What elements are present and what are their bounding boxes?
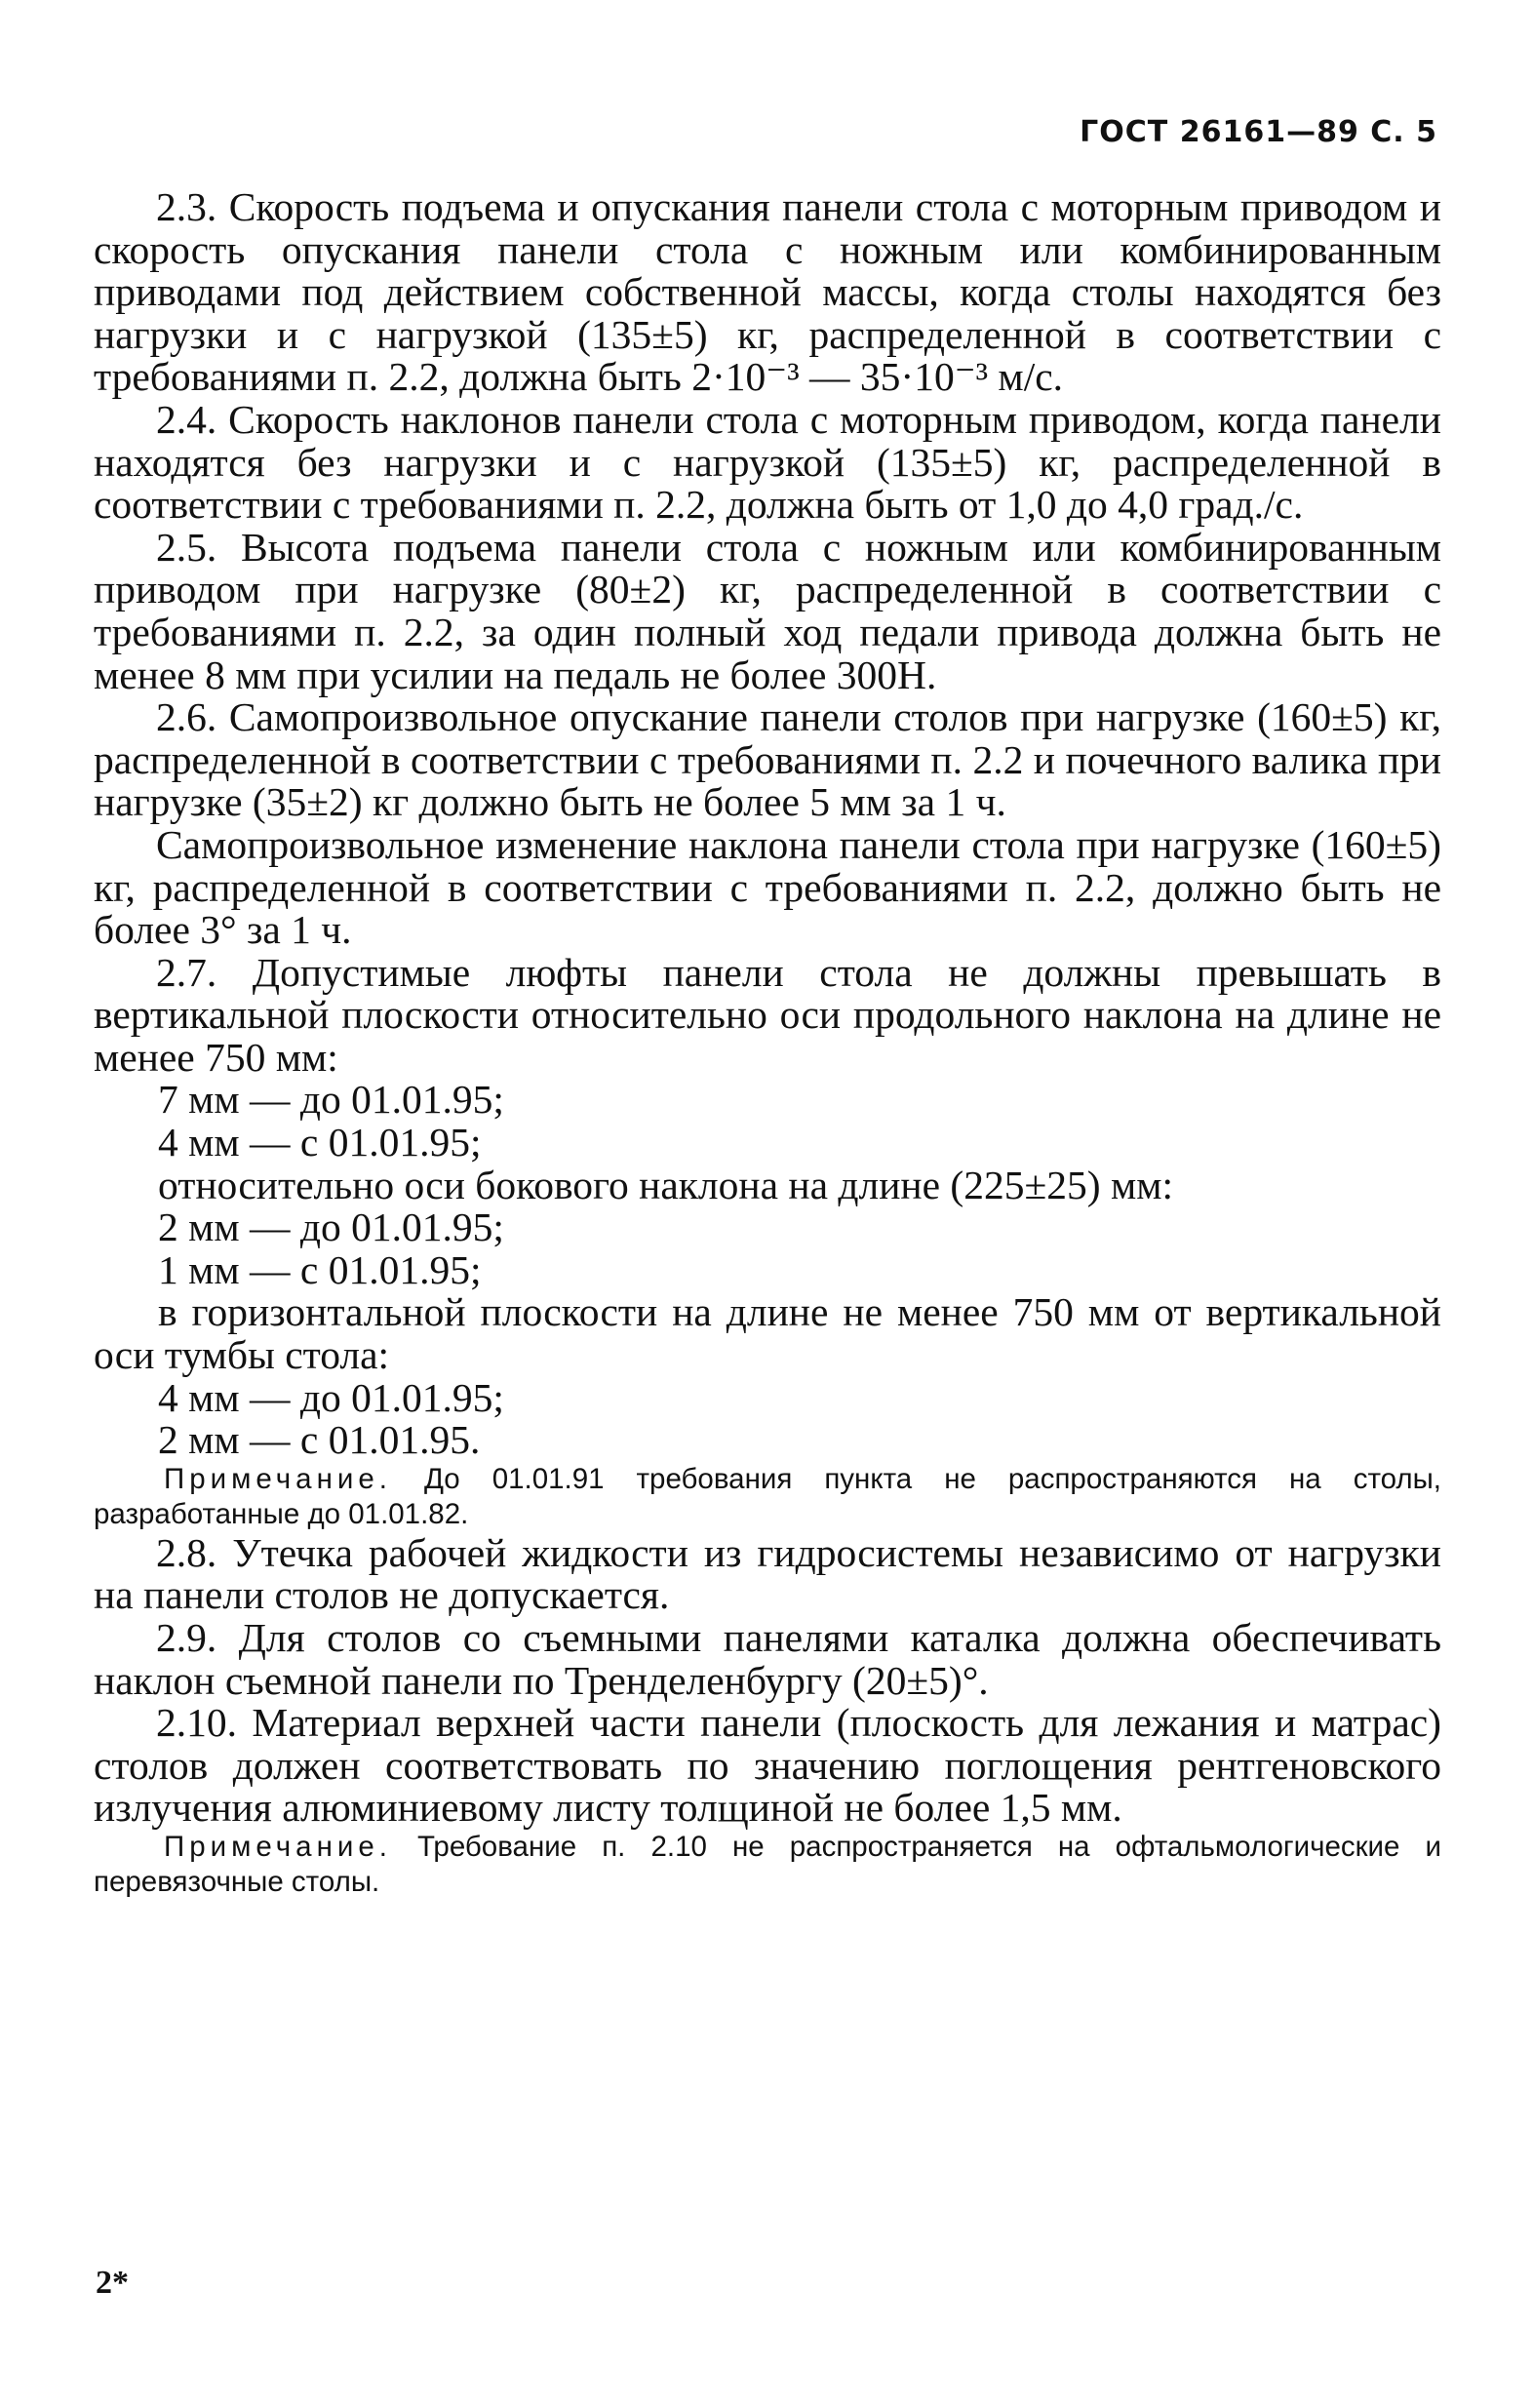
list-item: 1 мм — с 01.01.95; — [158, 1246, 482, 1292]
page-header: ГОСТ 26161—89 С. 5 — [1080, 115, 1437, 149]
list-item: 2 мм — с 01.01.95. — [158, 1417, 481, 1463]
paragraph-2-4: 2.4. Скорость наклонов панели стола с моторным приводом, когда панели находятся без нагрузки и с нагрузкой (135±5) кг, распределенной в соответствии с требованиями п. 2.2, должна быть от 1,0 до 4,0 град./с. — [94, 396, 1441, 528]
note-text: Требование п. 2.10 не распространяется на офтальмологические и перевязочные столы. — [94, 1830, 1441, 1898]
note-2 — [94, 1830, 1441, 1900]
document-body — [94, 186, 1441, 1900]
list-item: в горизонтальной плоскости на длине не менее 750 мм от вертикальной оси тумбы стола: — [94, 1289, 1441, 1378]
list-item: 7 мм — до 01.01.95; — [158, 1077, 504, 1123]
paragraph-2-6: 2.6. Самопроизвольное опускание панели столов при нагрузке (160±5) кг, распределенной в соответствии с требованиями п. 2.2 и почечного валика при нагрузке (35±2) кг должно быть не более 5 мм за 1 ч. — [94, 694, 1441, 825]
note-text: До 01.01.91 требования пункта не распространяются на столы, разработанные до 01.01.82. — [94, 1462, 1441, 1530]
paragraph-2-8: 2.8. Утечка рабочей жидкости из гидросистемы независимо от нагрузки на панели столов не допускается. — [94, 1529, 1441, 1618]
paragraph-2-9: 2.9. Для столов со съемными панелями каталка должна обеспечивать наклон съемной панели по Тренделенбургу (20±5)°. — [94, 1615, 1441, 1703]
list-item: относительно оси бокового наклона на длине (225±25) мм: — [158, 1162, 1174, 1207]
paragraph-2-6-continued: Самопроизвольное изменение наклона панели стола при нагрузке (160±5) кг, распределенной в соответствии с требованиями п. 2.2, должно быть не более 3° за 1 ч. — [94, 821, 1441, 953]
list-item: 4 мм — с 01.01.95; — [158, 1120, 482, 1165]
paragraph-2-7: 2.7. Допустимые люфты панели стола не должны превышать в вертикальной плоскости относительно оси продольного наклона на длине не менее 750 мм: — [94, 949, 1441, 1080]
paragraph-2-10: 2.10. Материал верхней части панели (плоскость для лежания и матрас) столов должен соответствовать по значению поглощения рентгеновского излучения алюминиевому листу толщиной не более 1,5 мм. — [94, 1700, 1441, 1831]
note-label: Примечание. — [164, 1462, 392, 1495]
list-item: 4 мм — до 01.01.95; — [158, 1374, 504, 1420]
note-1 — [94, 1462, 1441, 1532]
note-label: Примечание. — [164, 1830, 392, 1863]
paragraph-2-5: 2.5. Высота подъема панели стола с ножным или комбинированным приводом при нагрузке (80±2) кг, распределенной в соответствии с требованиями п. 2.2, за один полный ход педали привода должна быть не менее 8 мм при усилии на педаль не более 300Н. — [94, 524, 1441, 697]
list-item: 2 мм — до 01.01.95; — [158, 1204, 504, 1250]
page-mark: 2* — [96, 2265, 129, 2301]
paragraph-2-3: 2.3. Скорость подъема и опускания панели стола с моторным приводом и скорость опускания панели стола с ножным или комбинированным приводами под действием собственной массы, когда столы находятся без нагрузки и с нагрузкой (135±5) кг, распределенной в соответствии с требованиями п. 2.2, должна быть 2·10⁻³ — 35·10⁻³ м/с. — [94, 184, 1441, 400]
